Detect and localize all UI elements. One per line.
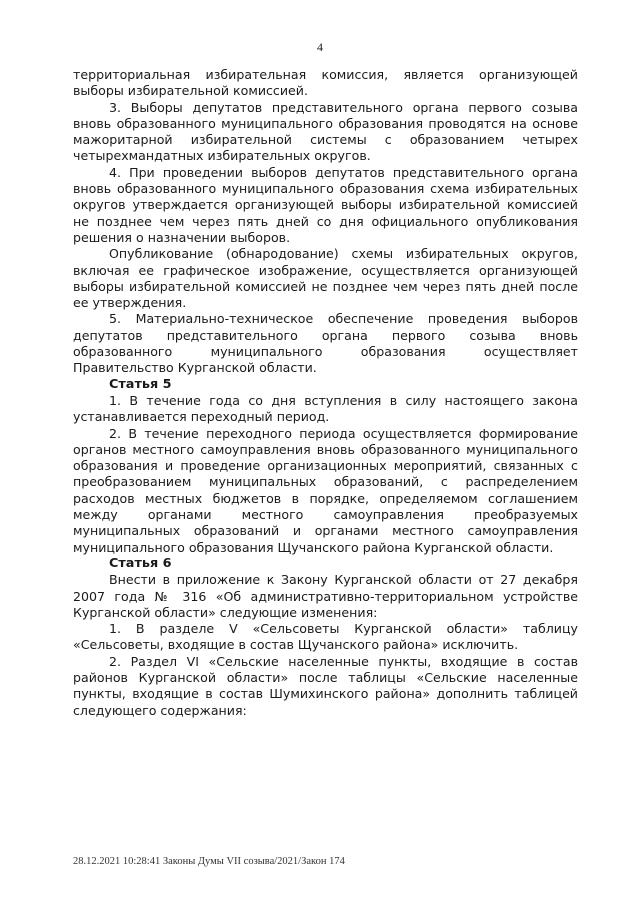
paragraph: территориальная избирательная комиссия, является организующей выборы избирательной комиссией. [73, 67, 578, 99]
page-number: 4 [317, 40, 323, 54]
document-footer: 28.12.2021 10:28:41 Законы Думы VII созыва/2021/Закон 174 [73, 856, 345, 867]
paragraph: 2. Раздел VI «Сельские населенные пункты, входящие в состав районов Курганской области» после таблицы «Сельские населенные пункты, входящие в состав Шумихинского района» дополнить таблицей следующего содержания: [73, 653, 578, 718]
article-5-heading: Статья 5 [109, 376, 172, 392]
article-6-heading: Статья 6 [109, 555, 172, 571]
document-body [73, 67, 578, 719]
paragraph: 3. Выборы депутатов представительного органа первого созыва вновь образованного муниципального образования проводятся на основе мажоритарной избирательной системы с образованием четырех четырехмандатных избирательных округов. [73, 99, 578, 164]
paragraph: Внести в приложение к Закону Курганской области от 27 декабря 2007 года № 316 «Об административно-территориальном устройстве Курганской области» следующие изменения: [73, 572, 578, 620]
paragraph: 4. При проведении выборов депутатов представительного органа вновь образованного муниципального образования схема избирательных округов утверждается организующей выборы избирательной комиссией не позднее чем через пять дней со дня официального опубликования решения о назначении выборов. [73, 164, 578, 245]
paragraph: 1. В разделе V «Сельсоветы Курганской области» таблицу «Сельсоветы, входящие в состав Щучанского района» исключить. [73, 621, 578, 653]
paragraph: 5. Материально-техническое обеспечение проведения выборов депутатов представительного органа первого созыва вновь образованного муниципального образования осуществляет Правительство Курганской области. [73, 311, 578, 376]
paragraph: 2. В течение переходного периода осуществляется формирование органов местного самоуправления вновь образованного муниципального образования и проведение организационных мероприятий, связанных с преобразованием муниципальных образований, с распределением расходов местных бюджетов в порядке, определяемом соглашением между органами местного самоуправления преобразуемых муниципальных образований и органами местного самоуправления муниципального образования Щучанского района Курганской области. [73, 425, 578, 555]
paragraph: Опубликование (обнародование) схемы избирательных округов, включая ее графическое изображение, осуществляется организующей выборы избирательной комиссией не позднее чем через пять дней после ее утверждения. [73, 246, 578, 311]
paragraph: 1. В течение года со дня вступления в силу настоящего закона устанавливается переходный период. [73, 392, 578, 425]
